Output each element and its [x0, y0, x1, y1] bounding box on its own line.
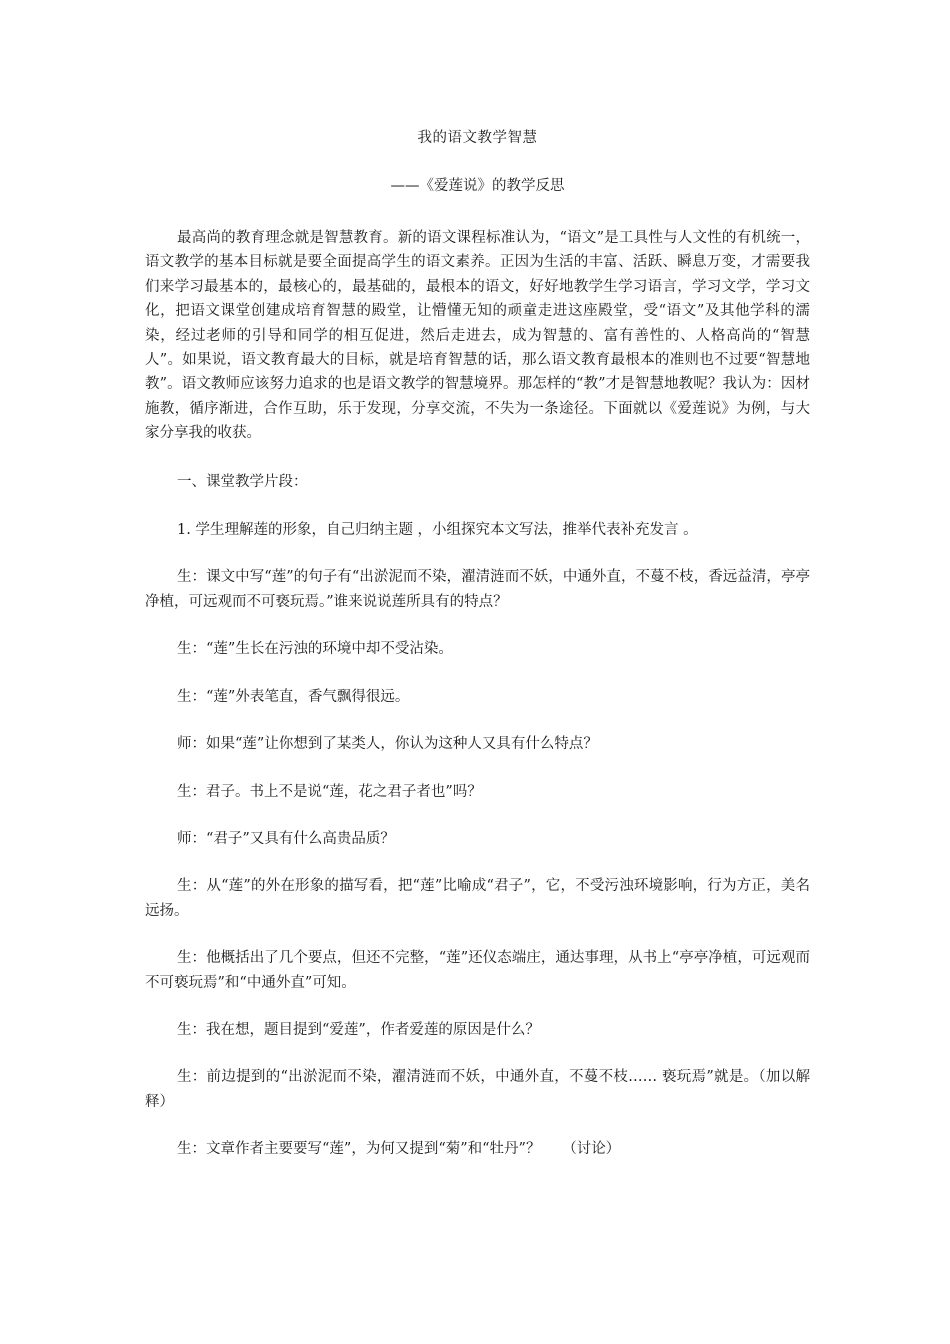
- dialogue-line: 生：“莲”生长在污浊的环境中却不受沾染。: [177, 641, 453, 658]
- section-heading: 一、课堂教学片段：: [177, 473, 308, 490]
- dialogue-line: 生：他概括出了几个要点，但还不完整，“莲”还仪态端庄，通达事理，从书上“亭亭净植，可远观而不可亵玩焉”和“中通外直”可知。: [145, 950, 810, 991]
- dialogue-line: 生：文章作者主要要写“莲”，为何又提到“菊”和“牡丹”？ （讨论）: [177, 1141, 621, 1158]
- dialogue-line: 生：前边提到的“出淤泥而不染，濯清涟而不妖，中通外直，不蔓不枝…… 亵玩焉”就是。（加以解释）: [145, 1069, 810, 1110]
- document-body: [145, 226, 810, 1162]
- document-subtitle: ——《爱莲说》的教学反思: [390, 178, 565, 194]
- dialogue-line: 生：我在想，题目提到“爱莲”，作者爱莲的原因是什么？: [177, 1021, 540, 1038]
- dialogue-line: 生：课文中写“莲”的句子有“出淤泥而不染，濯清涟而不妖，中通外直，不蔓不枝，香远益清，亭亭净植，可远观而不可亵玩焉。”谁来说说莲所具有的特点？: [145, 569, 810, 610]
- dialogue-line: 师：“君子”又具有什么高贵品质？: [177, 830, 395, 847]
- intro-paragraph: 最高尚的教育理念就是智慧教育。新的语文课程标准认为，“语文”是工具性与人文性的有机统一，语文教学的基本目标就是要全面提高学生的语文素养。正因为生活的丰富、活跃、瞬息万变，才需要我们来学习最基本的，最核心的，最基础的，最根本的语文，好好地教学生学习语言，学习文学，学习文化，把语文课堂创建成培育智慧的殿堂，让懵懂无知的顽童走进这座殿堂，受“语文”及其他学科的濡染，经过老师的引导和同学的相互促进，然后走进去，成为智慧的、富有善性的、人格高尚的“智慧人”。如果说，语文教育最大的目标，就是培育智慧的话，那么语文教育最根本的准则也不过要“智慧地教”。语文教师应该努力追求的也是语文教学的智慧境界。那怎样的“教”才是智慧地教呢？我认为：因材施教，循序渐进，合作互助，乐于发现，分享交流，不失为一条途径。下面就以《爱莲说》为例，与大家分享我的收获。: [145, 230, 810, 442]
- dialogue-line: 生：“莲”外表笔直，香气飘得很远。: [177, 688, 410, 705]
- document-title: 我的语文教学智慧: [417, 130, 538, 146]
- segment-heading: 1. 学生理解莲的形象，自己归纳主题 ，小组探究本文写法，推举代表补充发言 。: [177, 522, 698, 539]
- dialogue-line: 生：君子。书上不是说“莲，花之君子者也”吗？: [177, 783, 482, 800]
- dialogue-line: 师：如果“莲”让你想到了某类人，你认为这种人又具有什么特点？: [177, 736, 598, 753]
- dialogue-line: 生：从“莲”的外在形象的描写看，把“莲”比喻成“君子”，它，不受污浊环境影响，行为方正，美名远扬。: [145, 878, 810, 919]
